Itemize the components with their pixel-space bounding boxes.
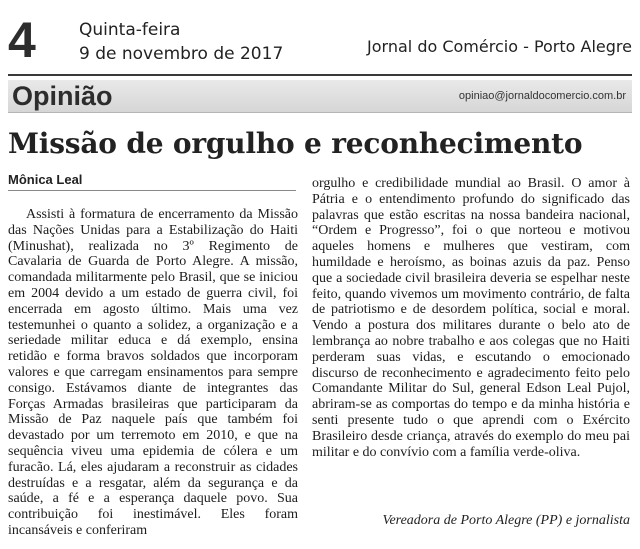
article-body-right: orgulho e credibilidade mundial ao Brasil. O amor à Pátria e o entendimento profundo do significado das palavras que estão escritas na nossa bandeira nacional, “Ordem e Progresso”, foi o que norteou e motivou aqueles homens e mulheres que vestiram, com humildade e heroísmo, as boinas azuis da paz. Penso que a sociedade civil brasileira deveria se espelhar neste feito, quando vivemos um movimento contrário, de falta de patriotismo e de desordem política, social e moral. Vendo a postura dos militares durante o belo ato de lembrança ao nobre trabalho e aos colegas que no Haiti perderam suas vidas, e escutando o emocionado discurso de reconhecimento e agradecimento feito pelo Comandante Militar do Sul, general Edson Leal Pujol, abriram-se as comportas do tempo e da minha história e senti presente tudo o que aprendi com o Exército Brasileiro desde criança, através do exemplo do meu pai militar e do convívio com a família verde-oliva. <box>312 176 630 460</box>
article-column-right <box>312 176 630 460</box>
weekday: Quinta-feira <box>79 20 181 40</box>
page-header <box>0 0 640 78</box>
header-divider <box>8 74 632 76</box>
section-label: Opinião <box>12 81 113 111</box>
article-body-left: Assisti à formatura de encerramento da Missão das Nações Unidas para a Estabilização do Haiti (Minushat), realizada no 3º Regimento de Cavalaria de Guarda de Porto Alegre. A missão, comandada militarmente pelo Brasil, que se iniciou em 2004 devido a um estado de guerra civil, foi encerrada em agosto último. Mais uma vez testemunhei o quanto a solidez, a organização e a seriedade militar educa e dá exemplo, ensina retidão e forma bravos soldados que incorporam valores e que carregam ensinamentos para sempre consigo. Estávamos diante de integrantes das Forças Armadas brasileiras que participaram da Missão de Paz naquele país que também foi devastado por um terremoto em 2010, e que na sequência viveu uma epidemia de cólera e um furacão. Lá, eles ajudaram a reconstruir as cidades destruídas e a resgatar, além da segurança e da saúde, a fé e a esperança daquele povo. Sua contribuição foi inestimável. Eles foram incansáveis e conferiram <box>8 207 298 538</box>
publication-date: 9 de novembro de 2017 <box>79 44 284 64</box>
article-author: Mônica Leal <box>8 172 83 187</box>
newspaper-name: Jornal do Comércio - Porto Alegre <box>367 37 632 56</box>
section-email: opiniao@jornaldocomercio.com.br <box>458 90 626 102</box>
article-title: Missão de orgulho e reconhecimento <box>8 127 583 160</box>
author-divider <box>8 190 296 191</box>
article-column-left <box>8 207 298 539</box>
author-signoff: Vereadora de Porto Alegre (PP) e jornalista <box>382 513 630 528</box>
page-number: 4 <box>8 12 36 68</box>
